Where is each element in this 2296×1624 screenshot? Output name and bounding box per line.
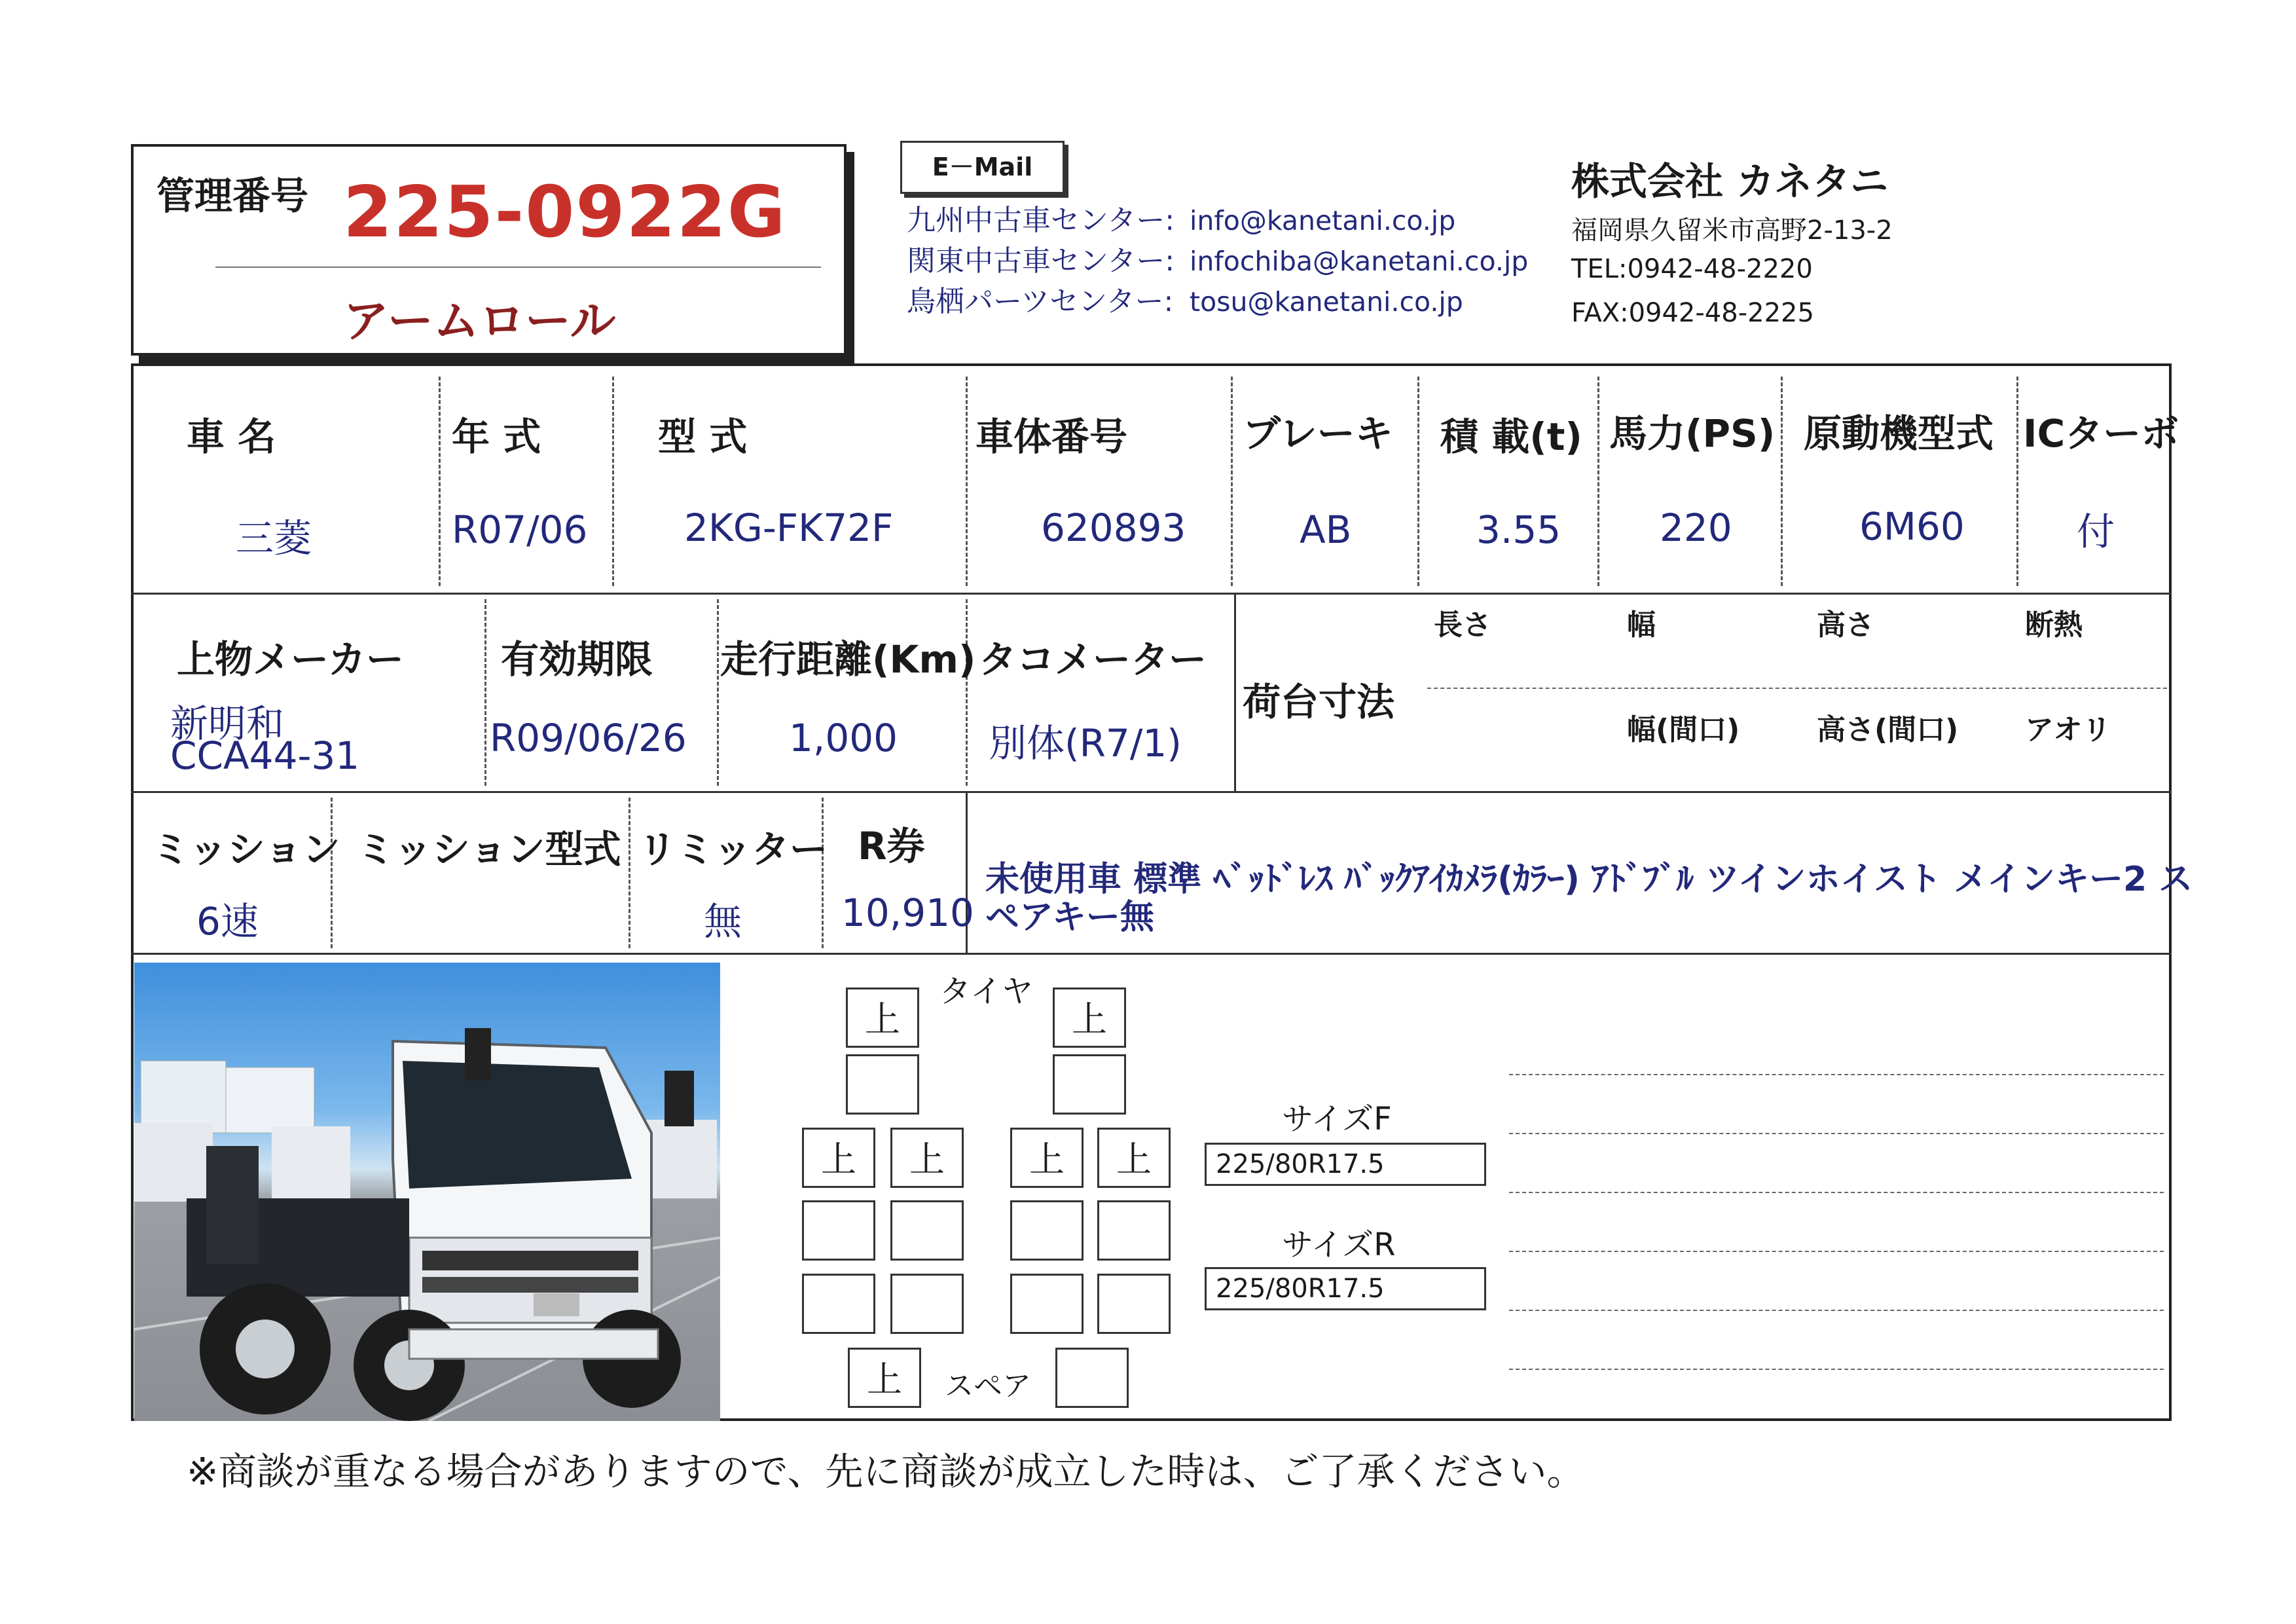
header-mileage: 走行距離(Km) [720,637,976,682]
value-brake: AB [1300,507,1352,552]
size-front-value: 225/80R17.5 [1205,1143,1486,1186]
email-heading: E－Mail [900,141,1065,194]
value-model-year: R07/06 [452,507,588,552]
management-number-label: 管理番号 [156,174,309,218]
body-type: アームロール [343,294,616,348]
column-divider [1417,377,1419,586]
spare-label: スペア [945,1369,1031,1403]
truck-photo [134,963,720,1421]
header-chassis-number: 車体番号 [975,415,1128,459]
header-bed-dimensions: 荷台寸法 [1243,680,1395,724]
size-front-label: サイズF [1282,1101,1392,1137]
row-divider [131,953,2172,955]
tire-rear-right-outer-top: 上 [1097,1128,1171,1188]
header-limiter: リミッター [638,827,828,872]
email-row-kanto [907,237,1528,279]
company-address: 福岡県久留米市高野2-13-2 [1571,215,1893,246]
email-label: 関東中古車センター: [907,244,1175,278]
column-divider [1231,377,1233,586]
email-label: 鳥栖パーツセンター: [907,285,1174,318]
value-body-maker: 新明和 [170,701,285,746]
column-divider [484,599,486,786]
header-inspection-expiry: 有効期限 [501,637,653,682]
company-fax: FAX:0942-48-2225 [1571,298,1814,328]
bed-opening-height-label: 高さ(間口) [1817,713,1959,747]
header-engine-model: 原動機型式 [1804,411,1994,456]
value-inspection-expiry: R09/06/26 [490,716,687,760]
tire-rear-left-outer [802,1200,875,1261]
value-limiter: 無 [704,899,742,944]
header-ic-turbo: ICターボ [2023,411,2179,456]
email-row-tosu [907,278,1463,320]
tire-rear-right-inner-2 [1010,1274,1084,1334]
header-body-maker: 上物メーカー [177,637,404,682]
header-brake: ブレーキ [1243,411,1393,456]
value-model-code: 2KG-FK72F [684,506,894,550]
management-number: 225-0922G [343,172,787,253]
tire-front-right [1053,1054,1126,1115]
tire-rear-right-inner [1010,1200,1084,1261]
column-divider [629,798,630,948]
header-car-name: 車 名 [187,415,276,459]
tire-front-left [846,1054,919,1115]
tire-front-right-top: 上 [1053,987,1126,1048]
bed-opening-width-label: 幅(間口) [1627,713,1740,747]
bed-width-label: 幅 [1627,608,1656,642]
notes-line [1509,1310,2164,1311]
value-engine-model: 6M60 [1859,504,1965,549]
tire-title: タイヤ [939,973,1034,1010]
header-horsepower: 馬力(PS) [1609,411,1776,456]
tire-rear-left-outer-top: 上 [802,1128,875,1188]
column-divider [1597,377,1599,586]
value-ic-turbo: 付 [2077,509,2115,554]
tire-rear-left-outer-2 [802,1274,875,1334]
email-link[interactable]: info@kanetani.co.jp [1190,205,1456,236]
header-tachometer: タコメーター [979,637,1207,682]
value-body-model: CCA44-31 [170,733,360,778]
column-divider [966,377,968,586]
tire-rear-right-inner-top: 上 [1010,1128,1084,1188]
tire-rear-left-inner-2 [890,1274,964,1334]
value-mileage: 1,000 [789,716,898,760]
value-load-capacity: 3.55 [1476,507,1561,552]
value-car-name: 三菱 [236,516,312,561]
value-transmission: 6速 [196,899,259,944]
footer-note: ※商談が重なる場合がありますので、先に商談が成立した時は、ご了承ください。 [187,1449,1585,1494]
bed-gate-label: アオリ [2025,713,2111,747]
value-recycle-ticket: 10,910 [841,891,974,935]
notes-line [1509,1251,2164,1252]
bed-height-label: 高さ [1817,608,1874,642]
tire-spare-top: 上 [848,1348,921,1408]
notes-line [1509,1074,2164,1075]
value-chassis-number: 620893 [1041,506,1186,550]
value-tachometer: 別体(R7/1) [989,721,1182,766]
size-rear-label: サイズR [1282,1227,1396,1263]
column-divider [966,599,968,786]
column-divider [1781,377,1783,586]
header-model-year: 年 式 [452,415,541,459]
notes-line-1: 未使用車 標準 ﾍﾞｯﾄﾞﾚｽ ﾊﾞｯｸｱｲｶﾒﾗ(ｶﾗｰ) ｱﾄﾞﾌﾞﾙ ツインホイスト メインキー2 ス [985,860,2193,899]
email-row-kyushu [907,196,1455,238]
tire-front-left-top: 上 [846,987,919,1048]
notes-line [1509,1192,2164,1193]
header-model-code: 型 式 [658,415,748,459]
email-link[interactable]: tosu@kanetani.co.jp [1190,286,1463,318]
company-tel: TEL:0942-48-2220 [1571,254,1813,284]
divider [215,267,821,268]
header-load-capacity: 積 載(t) [1440,415,1582,459]
notes-line-2: ペアキー無 [985,898,1154,937]
notes-line [1509,1369,2164,1370]
email-label: 九州中古車センター: [907,204,1175,237]
notes-line [1509,1133,2164,1134]
column-divider [717,599,719,786]
management-box [131,144,847,356]
tire-rear-left-inner-top: 上 [890,1128,964,1188]
bed-dimension-divider [1427,688,2167,689]
header-recycle-ticket: R券 [858,824,925,868]
email-link[interactable]: infochiba@kanetani.co.jp [1190,246,1529,277]
column-divider [612,377,614,586]
column-divider [439,377,441,586]
header-transmission: ミッション [152,827,340,872]
row-divider [131,791,2172,793]
bed-length-label: 長さ [1434,608,1491,642]
bed-insulation-label: 断熱 [2025,608,2083,642]
tire-rear-right-outer [1097,1200,1171,1261]
size-rear-value: 225/80R17.5 [1205,1267,1486,1310]
tire-spare [1055,1348,1129,1408]
column-divider [2016,377,2018,586]
tire-rear-left-inner [890,1200,964,1261]
company-name: 株式会社 カネタニ [1571,159,1889,204]
column-divider [1234,593,1236,791]
value-horsepower: 220 [1660,506,1732,550]
row-divider [131,593,2172,595]
tire-rear-right-outer-2 [1097,1274,1171,1334]
truck-illustration [134,963,720,1421]
header-transmission-model: ミッション型式 [357,827,621,872]
